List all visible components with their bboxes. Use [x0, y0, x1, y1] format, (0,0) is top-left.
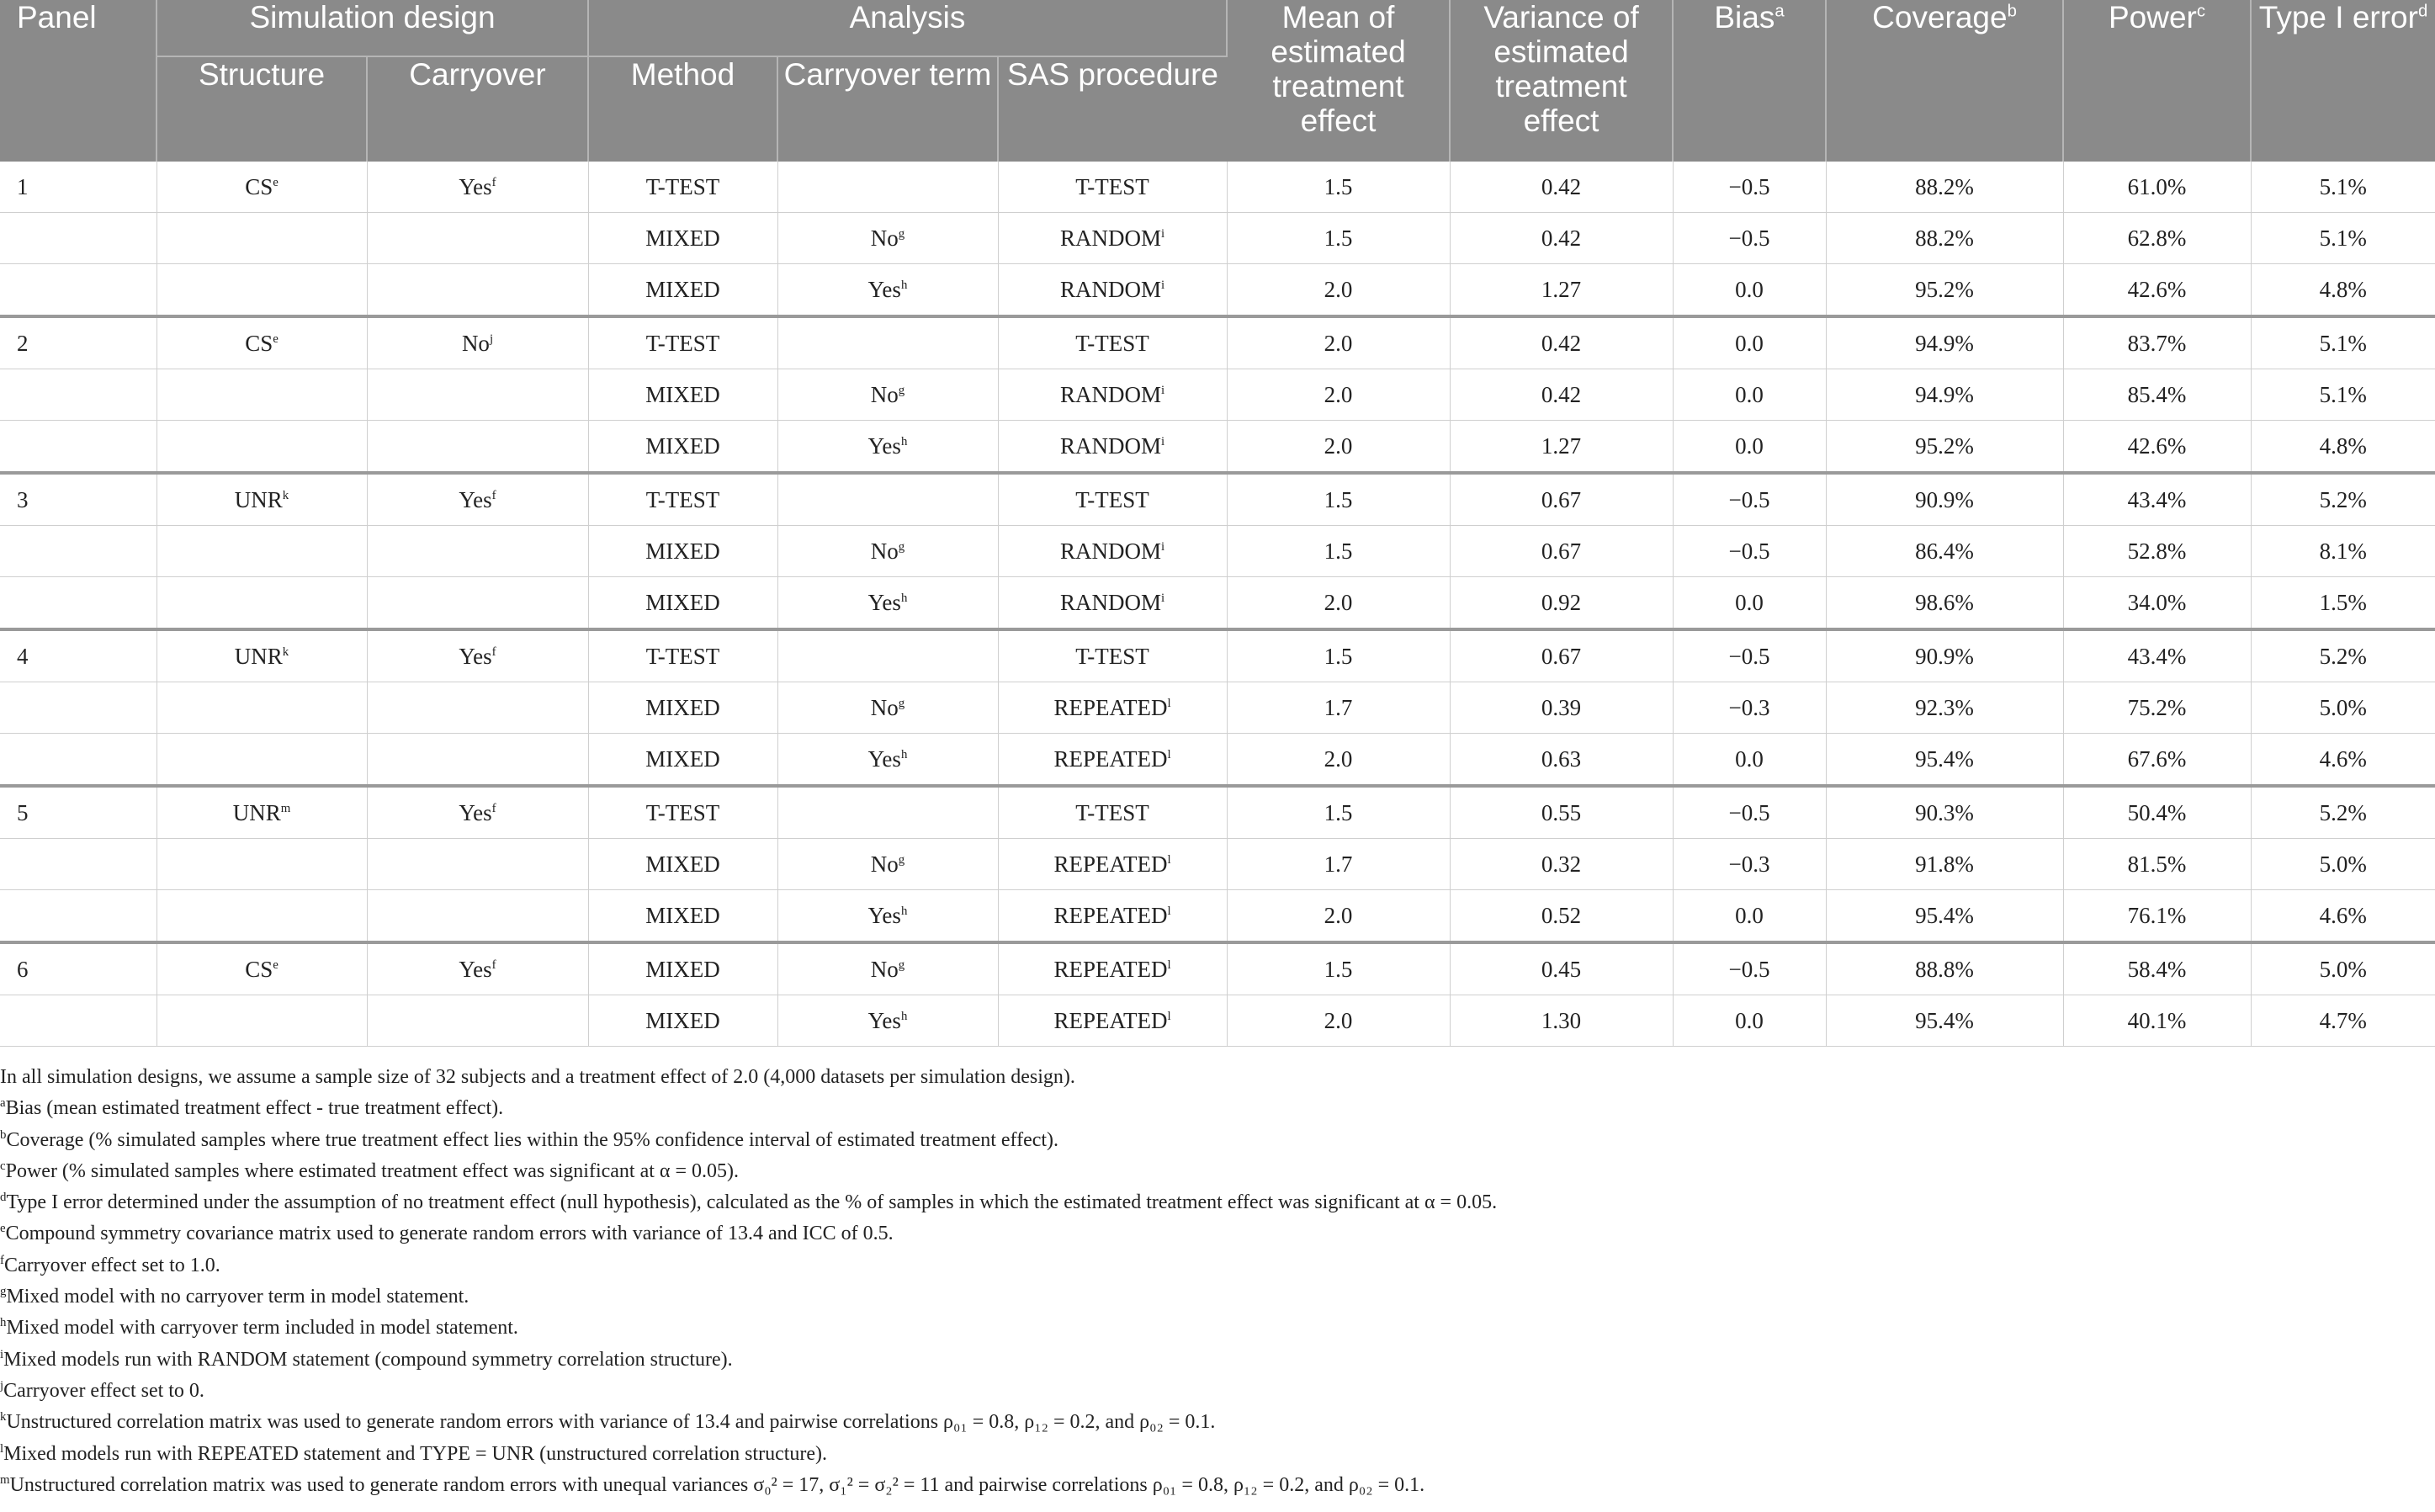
- cell-panel: [0, 734, 156, 787]
- cell-mean: 1.5: [1227, 942, 1450, 995]
- cell-mean: 2.0: [1227, 316, 1450, 369]
- cell-power: 58.4%: [2063, 942, 2251, 995]
- cell-method: T-TEST: [588, 316, 777, 369]
- cell-bias: −0.5: [1673, 162, 1826, 213]
- cell-sas-procedure: RANDOM$^i$: [998, 421, 1227, 474]
- cell-type-i-error: 1.5%: [2251, 577, 2435, 630]
- cell-power: 75.2%: [2063, 682, 2251, 734]
- cell-panel: [0, 839, 156, 890]
- table-row: [0, 890, 2435, 943]
- cell-carryover: [367, 421, 588, 474]
- cell-sas-procedure: REPEATED$^l$: [998, 682, 1227, 734]
- cell-method: MIXED: [588, 577, 777, 630]
- cell-carryover: [367, 682, 588, 734]
- cell-variance: 0.67: [1450, 526, 1673, 577]
- cell-bias: −0.5: [1673, 213, 1826, 264]
- cell-structure: $CS^e$: [156, 942, 367, 995]
- cell-coverage: 86.4%: [1826, 526, 2063, 577]
- header-carryover: Carryover: [367, 56, 588, 162]
- cell-variance: 0.55: [1450, 786, 1673, 839]
- cell-structure: UNR$^k$: [156, 629, 367, 682]
- footnote: $^e$Compound symmetry covariance matrix used to generate random errors with variance of 13.4 and ICC of 0.5.: [0, 1222, 894, 1245]
- cell-power: 43.4%: [2063, 629, 2251, 682]
- cell-variance: 1.30: [1450, 995, 1673, 1047]
- table-row: [0, 264, 2435, 317]
- cell-carryover-term: Yes$^h$: [777, 995, 998, 1047]
- cell-coverage: 94.9%: [1826, 369, 2063, 421]
- footnote: $^l$Mixed models run with REPEATED statement and TYPE = UNR (unstructured correlation structure).: [0, 1441, 828, 1465]
- cell-type-i-error: 4.8%: [2251, 264, 2435, 317]
- cell-method: T-TEST: [588, 786, 777, 839]
- footnote: $^m$Unstructured correlation matrix was used to generate random errors with unequal variances σ₀² = 17, σ₁² = σ₂² = 11 and pairwise correlations ρ₀₁ = 0.8, ρ₁₂ = 0.2, and ρ₀₂ = 0.1.: [0, 1472, 1425, 1496]
- table-row: [0, 316, 2435, 369]
- cell-type-i-error: 5.0%: [2251, 682, 2435, 734]
- cell-power: 67.6%: [2063, 734, 2251, 787]
- cell-power: 50.4%: [2063, 786, 2251, 839]
- cell-sas-procedure: RANDOM$^i$: [998, 526, 1227, 577]
- cell-sas-procedure: REPEATED$^l$: [998, 890, 1227, 943]
- cell-carryover: [367, 839, 588, 890]
- cell-method: MIXED: [588, 734, 777, 787]
- cell-type-i-error: 8.1%: [2251, 526, 2435, 577]
- cell-bias: −0.5: [1673, 942, 1826, 995]
- table-row: [0, 577, 2435, 630]
- cell-method: MIXED: [588, 890, 777, 943]
- cell-type-i-error: 5.2%: [2251, 473, 2435, 526]
- cell-mean: 2.0: [1227, 995, 1450, 1047]
- header-power: Power$^c$: [2063, 0, 2251, 162]
- cell-carryover: Yes$^f$: [367, 942, 588, 995]
- cell-structure: [156, 213, 367, 264]
- cell-panel: [0, 577, 156, 630]
- cell-mean: 1.7: [1227, 839, 1450, 890]
- cell-coverage: 90.3%: [1826, 786, 2063, 839]
- cell-sas-procedure: T-TEST: [998, 629, 1227, 682]
- cell-coverage: 95.2%: [1826, 421, 2063, 474]
- cell-power: 83.7%: [2063, 316, 2251, 369]
- cell-method: MIXED: [588, 942, 777, 995]
- cell-structure: UNR$^k$: [156, 473, 367, 526]
- cell-carryover-term: Yes$^h$: [777, 264, 998, 317]
- cell-method: MIXED: [588, 526, 777, 577]
- cell-structure: [156, 682, 367, 734]
- cell-bias: −0.5: [1673, 629, 1826, 682]
- cell-panel: [0, 421, 156, 474]
- cell-power: 62.8%: [2063, 213, 2251, 264]
- cell-variance: 0.67: [1450, 473, 1673, 526]
- cell-bias: −0.5: [1673, 473, 1826, 526]
- cell-power: 61.0%: [2063, 162, 2251, 213]
- cell-sas-procedure: T-TEST: [998, 786, 1227, 839]
- cell-variance: 0.32: [1450, 839, 1673, 890]
- cell-mean: 1.5: [1227, 162, 1450, 213]
- header-bias: Bias$^a$: [1673, 0, 1826, 162]
- cell-power: 85.4%: [2063, 369, 2251, 421]
- cell-carryover-term: Yes$^h$: [777, 890, 998, 943]
- cell-coverage: 94.9%: [1826, 316, 2063, 369]
- footnote: In all simulation designs, we assume a sample size of 32 subjects and a treatment effect of 2.0 (4,000 datasets per simulation design).: [0, 1066, 1075, 1088]
- cell-type-i-error: 5.1%: [2251, 213, 2435, 264]
- cell-bias: 0.0: [1673, 421, 1826, 474]
- cell-carryover: [367, 890, 588, 943]
- cell-mean: 2.0: [1227, 734, 1450, 787]
- cell-carryover: Yes$^f$: [367, 629, 588, 682]
- table-row: [0, 213, 2435, 264]
- cell-carryover-term: No$^g$: [777, 526, 998, 577]
- cell-carryover-term: [777, 629, 998, 682]
- cell-panel: [0, 890, 156, 943]
- cell-variance: 1.27: [1450, 421, 1673, 474]
- cell-coverage: 91.8%: [1826, 839, 2063, 890]
- cell-power: 76.1%: [2063, 890, 2251, 943]
- cell-structure: [156, 995, 367, 1047]
- cell-type-i-error: 5.1%: [2251, 316, 2435, 369]
- footnote: $^a$Bias (mean estimated treatment effect - true treatment effect).: [0, 1096, 504, 1120]
- cell-power: 34.0%: [2063, 577, 2251, 630]
- cell-variance: 0.92: [1450, 577, 1673, 630]
- cell-carryover: [367, 264, 588, 317]
- cell-panel: 4: [0, 629, 156, 682]
- cell-sas-procedure: REPEATED$^l$: [998, 942, 1227, 995]
- cell-structure: [156, 264, 367, 317]
- cell-type-i-error: 4.6%: [2251, 890, 2435, 943]
- cell-panel: [0, 213, 156, 264]
- cell-structure: [156, 839, 367, 890]
- cell-type-i-error: 5.2%: [2251, 629, 2435, 682]
- table-footnotes: [0, 1062, 2423, 1501]
- header-mean: Mean of estimated treatment effect: [1227, 0, 1450, 162]
- cell-sas-procedure: RANDOM$^i$: [998, 577, 1227, 630]
- cell-sas-procedure: REPEATED$^l$: [998, 734, 1227, 787]
- cell-carryover: [367, 577, 588, 630]
- cell-carryover: [367, 995, 588, 1047]
- cell-carryover-term: No$^g$: [777, 369, 998, 421]
- header-method: Method: [588, 56, 777, 162]
- cell-type-i-error: 5.1%: [2251, 369, 2435, 421]
- cell-structure: [156, 369, 367, 421]
- cell-type-i-error: 4.8%: [2251, 421, 2435, 474]
- cell-coverage: 95.2%: [1826, 264, 2063, 317]
- header-analysis: Analysis: [588, 0, 1227, 56]
- cell-carryover-term: Yes$^h$: [777, 421, 998, 474]
- cell-type-i-error: 5.0%: [2251, 839, 2435, 890]
- footnote: $^c$Power (% simulated samples where estimated treatment effect was significant at α = 0.05).: [0, 1159, 740, 1182]
- cell-carryover: Yes$^f$: [367, 162, 588, 213]
- cell-sas-procedure: RANDOM$^i$: [998, 369, 1227, 421]
- cell-bias: 0.0: [1673, 264, 1826, 317]
- cell-coverage: 92.3%: [1826, 682, 2063, 734]
- cell-coverage: 90.9%: [1826, 629, 2063, 682]
- cell-panel: [0, 264, 156, 317]
- cell-bias: 0.0: [1673, 369, 1826, 421]
- header-row-top: [0, 0, 2435, 56]
- cell-bias: −0.3: [1673, 682, 1826, 734]
- cell-sas-procedure: REPEATED$^l$: [998, 995, 1227, 1047]
- header-carryover-term: Carryover term: [777, 56, 998, 162]
- cell-bias: −0.3: [1673, 839, 1826, 890]
- cell-carryover-term: No$^g$: [777, 839, 998, 890]
- cell-carryover: [367, 734, 588, 787]
- table-row: [0, 421, 2435, 474]
- table-row: [0, 526, 2435, 577]
- cell-structure: $CS^e$: [156, 316, 367, 369]
- cell-structure: [156, 526, 367, 577]
- cell-carryover-term: Yes$^h$: [777, 734, 998, 787]
- cell-method: MIXED: [588, 839, 777, 890]
- cell-panel: 1: [0, 162, 156, 213]
- cell-sas-procedure: RANDOM$^i$: [998, 213, 1227, 264]
- cell-mean: 1.5: [1227, 629, 1450, 682]
- cell-carryover-term: No$^g$: [777, 213, 998, 264]
- cell-carryover-term: [777, 786, 998, 839]
- header-type-i-error: Type I error$^d$: [2251, 0, 2435, 162]
- cell-bias: 0.0: [1673, 995, 1826, 1047]
- header-coverage: Coverage$^b$: [1826, 0, 2063, 162]
- cell-carryover: No$^j$: [367, 316, 588, 369]
- cell-variance: 0.52: [1450, 890, 1673, 943]
- cell-coverage: 95.4%: [1826, 890, 2063, 943]
- cell-variance: 0.42: [1450, 213, 1673, 264]
- cell-carryover: [367, 369, 588, 421]
- cell-bias: −0.5: [1673, 526, 1826, 577]
- table-row: [0, 734, 2435, 787]
- cell-structure: UNR$^m$: [156, 786, 367, 839]
- cell-method: T-TEST: [588, 473, 777, 526]
- cell-panel: [0, 682, 156, 734]
- footnote: $^d$Type I error determined under the assumption of no treatment effect (null hypothesis), calculated as the % of samples in which the estimated treatment effect was significant at α = 0.05.: [0, 1191, 1498, 1214]
- cell-coverage: 95.4%: [1826, 995, 2063, 1047]
- cell-bias: 0.0: [1673, 890, 1826, 943]
- table-row: [0, 839, 2435, 890]
- cell-mean: 2.0: [1227, 369, 1450, 421]
- cell-variance: 0.42: [1450, 316, 1673, 369]
- cell-mean: 2.0: [1227, 421, 1450, 474]
- cell-mean: 2.0: [1227, 264, 1450, 317]
- cell-structure: $CS^e$: [156, 162, 367, 213]
- cell-type-i-error: 4.6%: [2251, 734, 2435, 787]
- cell-method: MIXED: [588, 369, 777, 421]
- header-simulation-design: Simulation design: [156, 0, 588, 56]
- cell-sas-procedure: T-TEST: [998, 162, 1227, 213]
- table-row: [0, 162, 2435, 213]
- cell-coverage: 88.2%: [1826, 162, 2063, 213]
- cell-carryover-term: [777, 316, 998, 369]
- cell-variance: 0.42: [1450, 162, 1673, 213]
- cell-mean: 2.0: [1227, 890, 1450, 943]
- cell-mean: 1.5: [1227, 786, 1450, 839]
- cell-coverage: 90.9%: [1826, 473, 2063, 526]
- table-row: [0, 629, 2435, 682]
- cell-variance: 0.39: [1450, 682, 1673, 734]
- footnote: $^k$Unstructured correlation matrix was used to generate random errors with variance of 13.4 and pairwise correlations ρ₀₁ = 0.8, ρ₁₂ = 0.2, and ρ₀₂ = 0.1.: [0, 1410, 1216, 1434]
- footnote: $^j$Carryover effect set to 0.: [0, 1378, 204, 1402]
- cell-mean: 1.5: [1227, 473, 1450, 526]
- cell-variance: 0.63: [1450, 734, 1673, 787]
- table-body: [0, 162, 2435, 1047]
- cell-carryover-term: Yes$^h$: [777, 577, 998, 630]
- table-row: [0, 369, 2435, 421]
- cell-type-i-error: 5.0%: [2251, 942, 2435, 995]
- cell-power: 81.5%: [2063, 839, 2251, 890]
- table-row: [0, 995, 2435, 1047]
- cell-structure: [156, 421, 367, 474]
- cell-method: MIXED: [588, 213, 777, 264]
- cell-panel: 5: [0, 786, 156, 839]
- cell-type-i-error: 4.7%: [2251, 995, 2435, 1047]
- cell-power: 42.6%: [2063, 264, 2251, 317]
- cell-sas-procedure: T-TEST: [998, 473, 1227, 526]
- cell-bias: 0.0: [1673, 734, 1826, 787]
- cell-mean: 2.0: [1227, 577, 1450, 630]
- cell-structure: [156, 577, 367, 630]
- header-sas-procedure: SAS procedure: [998, 56, 1227, 162]
- cell-panel: 3: [0, 473, 156, 526]
- cell-mean: 1.7: [1227, 682, 1450, 734]
- cell-variance: 0.67: [1450, 629, 1673, 682]
- cell-method: MIXED: [588, 421, 777, 474]
- cell-carryover: Yes$^f$: [367, 473, 588, 526]
- cell-power: 42.6%: [2063, 421, 2251, 474]
- footnote: $^b$Coverage (% simulated samples where true treatment effect lies within the 95% confidence interval of estimated treatment effect).: [0, 1127, 1059, 1151]
- cell-mean: 1.5: [1227, 526, 1450, 577]
- header-structure: Structure: [156, 56, 367, 162]
- cell-structure: [156, 890, 367, 943]
- table-row: [0, 786, 2435, 839]
- cell-carryover-term: [777, 473, 998, 526]
- cell-method: MIXED: [588, 682, 777, 734]
- cell-sas-procedure: REPEATED$^l$: [998, 839, 1227, 890]
- cell-bias: −0.5: [1673, 786, 1826, 839]
- cell-variance: 0.42: [1450, 369, 1673, 421]
- cell-sas-procedure: RANDOM$^i$: [998, 264, 1227, 317]
- cell-bias: 0.0: [1673, 577, 1826, 630]
- header-panel: Panel: [0, 0, 156, 162]
- cell-structure: [156, 734, 367, 787]
- table-row: [0, 473, 2435, 526]
- cell-method: T-TEST: [588, 162, 777, 213]
- cell-carryover-term: No$^g$: [777, 682, 998, 734]
- cell-variance: 0.45: [1450, 942, 1673, 995]
- cell-coverage: 95.4%: [1826, 734, 2063, 787]
- cell-panel: [0, 369, 156, 421]
- cell-sas-procedure: T-TEST: [998, 316, 1227, 369]
- cell-carryover-term: [777, 162, 998, 213]
- header-variance: Variance of estimated treatment effect: [1450, 0, 1673, 162]
- footnote: $^h$Mixed model with carryover term included in model statement.: [0, 1316, 518, 1340]
- footnote: $^f$Carryover effect set to 1.0.: [0, 1253, 220, 1276]
- cell-carryover: [367, 526, 588, 577]
- cell-carryover: [367, 213, 588, 264]
- cell-bias: 0.0: [1673, 316, 1826, 369]
- cell-panel: [0, 526, 156, 577]
- cell-panel: 2: [0, 316, 156, 369]
- cell-mean: 1.5: [1227, 213, 1450, 264]
- cell-type-i-error: 5.1%: [2251, 162, 2435, 213]
- cell-power: 40.1%: [2063, 995, 2251, 1047]
- footnote: $^i$Mixed models run with RANDOM statement (compound symmetry correlation structure).: [0, 1347, 733, 1371]
- cell-panel: [0, 995, 156, 1047]
- cell-power: 43.4%: [2063, 473, 2251, 526]
- cell-method: MIXED: [588, 995, 777, 1047]
- cell-variance: 1.27: [1450, 264, 1673, 317]
- table-row: [0, 682, 2435, 734]
- cell-carryover-term: No$^g$: [777, 942, 998, 995]
- cell-carryover: Yes$^f$: [367, 786, 588, 839]
- table-row: [0, 942, 2435, 995]
- cell-coverage: 98.6%: [1826, 577, 2063, 630]
- cell-power: 52.8%: [2063, 526, 2251, 577]
- cell-type-i-error: 5.2%: [2251, 786, 2435, 839]
- cell-coverage: 88.2%: [1826, 213, 2063, 264]
- cell-method: MIXED: [588, 264, 777, 317]
- footnote: $^g$Mixed model with no carryover term in model statement.: [0, 1285, 469, 1308]
- cell-panel: 6: [0, 942, 156, 995]
- cell-method: T-TEST: [588, 629, 777, 682]
- cell-coverage: 88.8%: [1826, 942, 2063, 995]
